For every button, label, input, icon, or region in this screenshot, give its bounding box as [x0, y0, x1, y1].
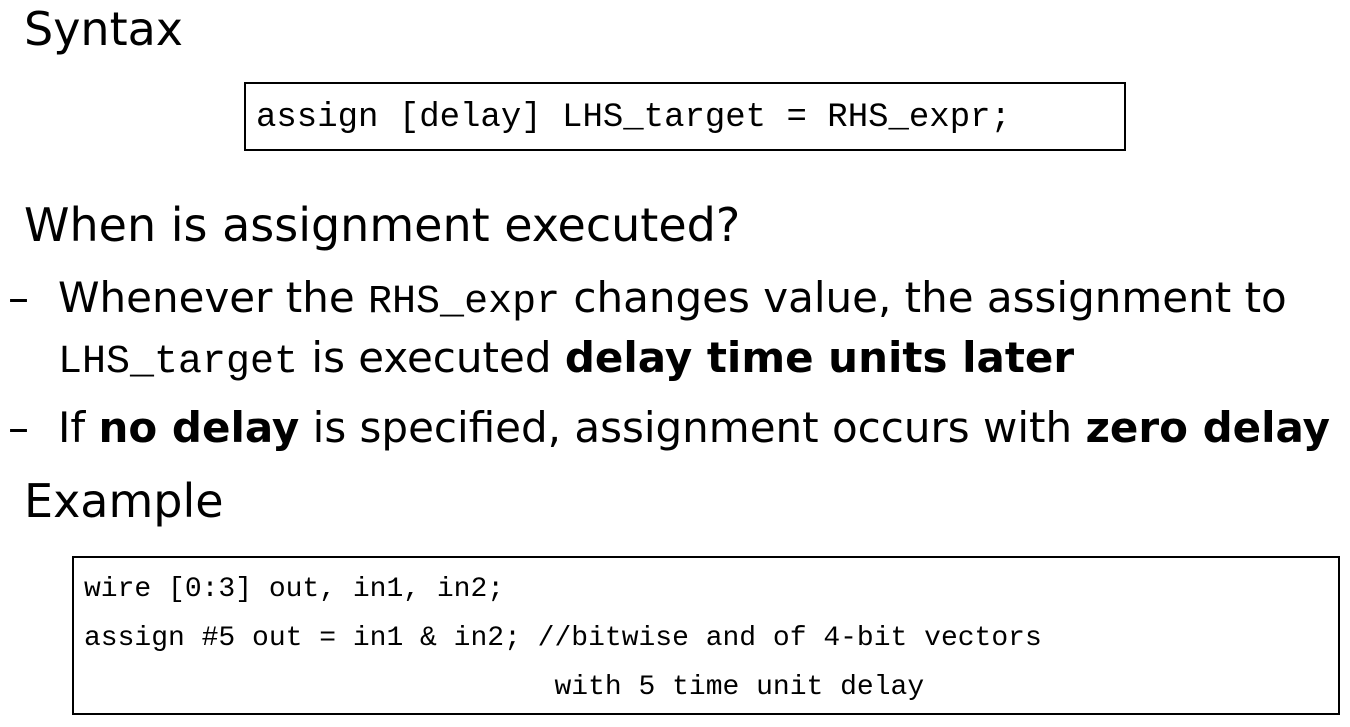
- bullet1-text-1: Whenever the: [58, 273, 369, 322]
- example-code-box: [72, 556, 1340, 715]
- example-heading: Example: [24, 474, 224, 528]
- bullet2-text-2: is specified, assignment occurs with: [299, 403, 1086, 452]
- when-heading: When is assignment executed?: [24, 198, 741, 252]
- bullet-dash: –: [8, 273, 29, 322]
- bullet1-code-rhs: RHS_expr: [368, 280, 561, 325]
- bullet1-text-3: is executed: [298, 333, 565, 382]
- example-code-line-2: assign #5 out = in1 & in2; //bitwise and of 4-bit vectors: [84, 623, 1042, 654]
- syntax-code-box: [244, 82, 1126, 151]
- bullet-dash: –: [8, 403, 29, 452]
- bullet2-text-1: If: [58, 403, 99, 452]
- bullet2-bold-no-delay: no delay: [98, 403, 300, 452]
- syntax-code: assign [delay] LHS_target = RHS_expr;: [256, 99, 1011, 137]
- bullet2-line: [58, 398, 1330, 458]
- bullet2-bold-zero-delay: zero delay: [1085, 403, 1330, 452]
- bullet-line-1: [58, 268, 1287, 333]
- example-code-line-1: wire [0:3] out, in1, in2;: [84, 574, 505, 605]
- bullet1-bold-delay: delay time units later: [564, 333, 1075, 382]
- bullet-line-2: [58, 328, 1074, 393]
- example-code-line-3: with 5 time unit delay: [84, 672, 925, 703]
- bullet1-text-2: changes value, the assignment to: [560, 273, 1287, 322]
- syntax-heading: Syntax: [24, 2, 184, 56]
- bullet1-code-lhs: LHS_target: [58, 340, 299, 385]
